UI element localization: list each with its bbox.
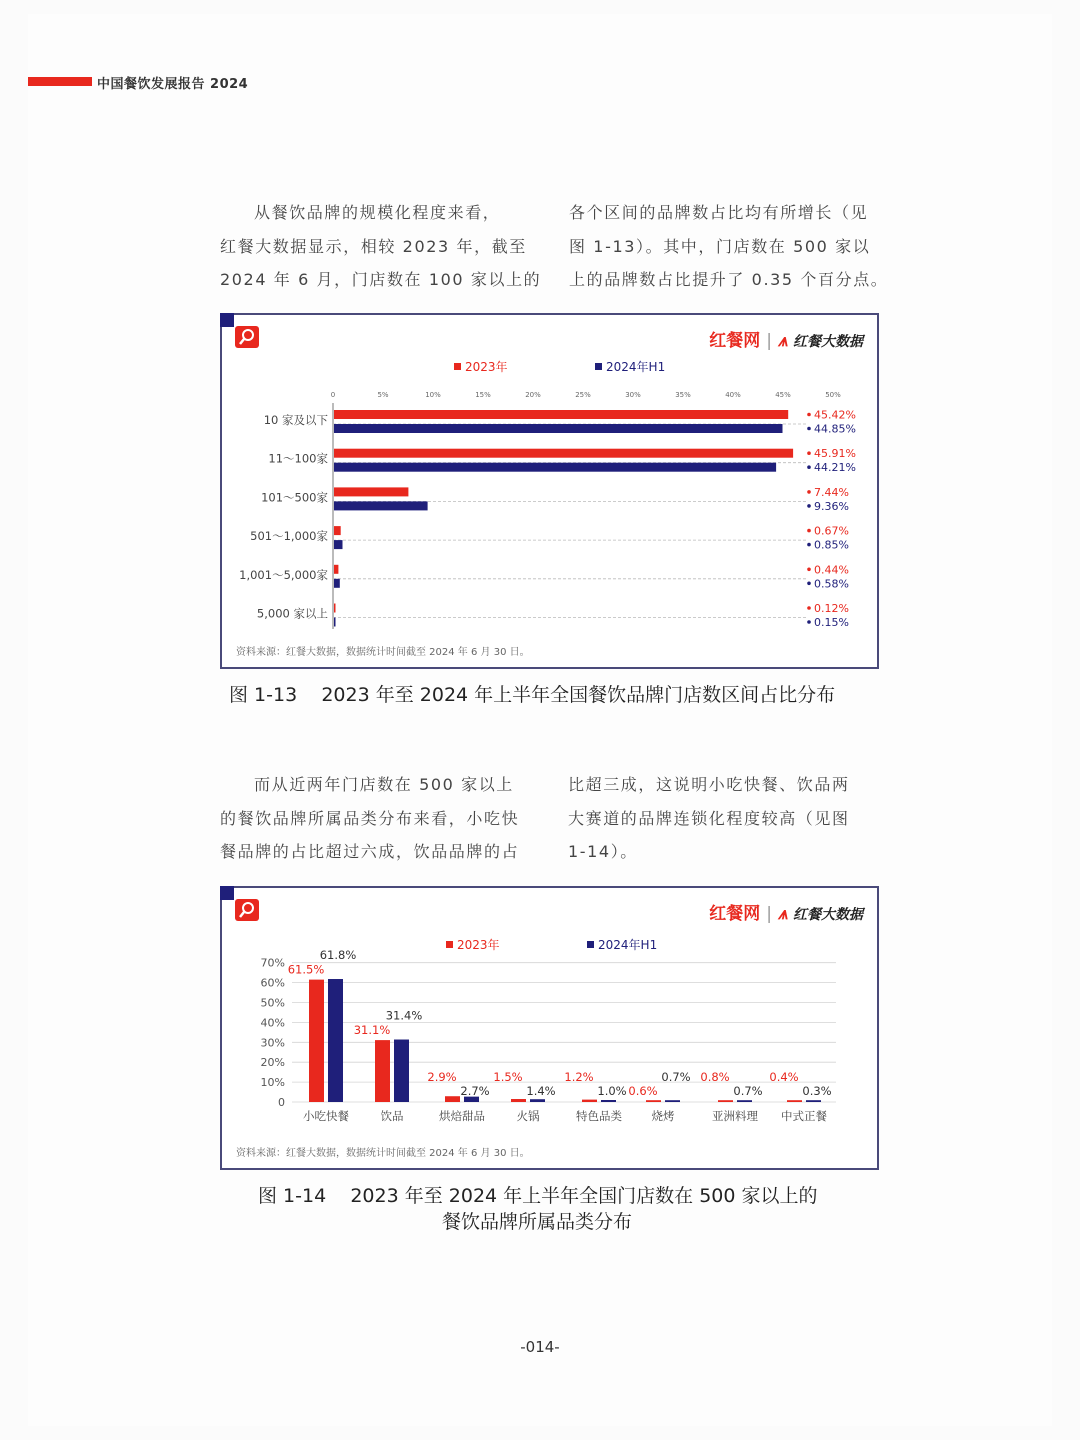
label-dot xyxy=(807,543,811,547)
text-line: 而从近两年门店数在 500 家以上 xyxy=(254,775,514,794)
value-label: 0.7% xyxy=(661,1070,691,1084)
x-tick-label: 45% xyxy=(775,391,791,399)
bar-2023 xyxy=(309,980,324,1102)
bar-2024h1 xyxy=(334,618,336,627)
text-line: 各个区间的品牌数占比均有所增长（见 xyxy=(569,203,869,222)
bar-2023 xyxy=(334,565,338,574)
brand-sub: 红餐大数据 xyxy=(793,907,863,923)
bar-2024h1 xyxy=(328,979,343,1102)
bar-2023 xyxy=(718,1100,733,1102)
figure-1-13 xyxy=(220,313,879,669)
value-label: 0.4% xyxy=(769,1070,799,1084)
chart-store-count-distribution xyxy=(222,379,873,649)
y-tick-label: 60% xyxy=(260,976,285,990)
label-dot xyxy=(807,465,811,469)
category-label: 小吃快餐 xyxy=(303,1109,349,1123)
bar-2024h1 xyxy=(334,424,783,433)
running-header: 中国餐饮发展报告 2024 xyxy=(97,77,249,92)
brand-separator: | xyxy=(766,904,772,924)
x-tick-label: 0 xyxy=(330,391,336,399)
value-label: 44.85% xyxy=(814,422,856,436)
x-tick-label: 20% xyxy=(525,391,541,399)
source-note: 资料来源：红餐大数据，数据统计时间截至 2024 年 6 月 30 日。 xyxy=(236,1148,530,1159)
figure-corner-mark xyxy=(220,886,234,900)
bar-2024h1 xyxy=(737,1100,752,1102)
bar-2023 xyxy=(334,410,788,419)
label-dot xyxy=(807,427,811,431)
y-tick-label: 70% xyxy=(260,956,285,970)
value-label: 61.5% xyxy=(287,962,325,977)
label-dot xyxy=(807,606,811,610)
label-dot xyxy=(807,582,811,586)
category-label: 饮品 xyxy=(380,1109,404,1123)
category-label: 1,001～5,000家 xyxy=(239,567,328,582)
value-label: 0.44% xyxy=(814,563,849,577)
bar-2024h1 xyxy=(530,1099,545,1102)
bar-2024h1 xyxy=(601,1100,616,1102)
bar-2023 xyxy=(445,1096,460,1102)
category-label: 5,000 家以上 xyxy=(256,606,328,621)
y-tick-label: 20% xyxy=(260,1056,285,1070)
paragraph-1-right xyxy=(569,196,888,297)
y-tick-label: 40% xyxy=(260,1016,285,1030)
label-dot xyxy=(807,620,811,624)
bar-2023 xyxy=(787,1100,802,1102)
bar-2023 xyxy=(334,487,408,496)
bar-2023 xyxy=(646,1100,661,1102)
bar-2023 xyxy=(334,604,336,613)
text-line: 餐品牌的占比超过六成，饮品品牌的占 xyxy=(220,842,520,861)
category-label: 10 家及以下 xyxy=(263,413,328,427)
y-tick-label: 10% xyxy=(260,1076,285,1090)
text-line: 1-14）。 xyxy=(568,842,638,861)
value-label: 0.67% xyxy=(814,524,849,538)
bar-2023 xyxy=(334,526,341,535)
value-label: 45.42% xyxy=(814,408,856,422)
brand-sub: 红餐大数据 xyxy=(793,334,863,350)
brand-main: 红餐网 xyxy=(709,331,761,351)
paragraph-2-left xyxy=(220,768,519,869)
x-tick-label: 40% xyxy=(725,391,741,399)
value-label: 1.2% xyxy=(564,1070,594,1084)
text-line: 大赛道的品牌连锁化程度较高（见图 xyxy=(568,808,850,828)
value-label: 2.9% xyxy=(427,1070,457,1084)
brand-mark-icon: ⩚ xyxy=(778,904,788,924)
brand-main: 红餐网 xyxy=(709,904,761,924)
x-tick-label: 50% xyxy=(825,391,841,399)
legend-2024h1 xyxy=(595,358,665,375)
value-label: 7.44% xyxy=(814,485,849,499)
text-line: 从餐饮品牌的规模化程度来看， xyxy=(254,203,501,222)
y-tick-label: 0 xyxy=(278,1096,285,1109)
y-tick-label: 30% xyxy=(260,1036,285,1050)
figure-corner-mark xyxy=(220,313,234,327)
label-dot xyxy=(807,413,811,417)
legend-label: 2023年 xyxy=(465,360,508,374)
brand-logo xyxy=(709,326,863,351)
category-label: 11～100家 xyxy=(268,451,328,466)
value-label: 1.0% xyxy=(597,1084,627,1098)
category-label: 中式正餐 xyxy=(781,1109,827,1123)
bar-2023 xyxy=(582,1100,597,1102)
label-dot xyxy=(807,490,811,494)
legend-label: 2024年H1 xyxy=(598,938,658,952)
figure-1-14 xyxy=(220,886,879,1170)
value-label: 45.91% xyxy=(814,447,856,461)
x-tick-label: 30% xyxy=(625,391,641,399)
brand-logo xyxy=(709,899,863,924)
category-label: 特色品类 xyxy=(576,1109,622,1123)
category-label: 101～500家 xyxy=(261,490,328,505)
header-accent-bar xyxy=(28,77,92,86)
bar-2024h1 xyxy=(665,1100,680,1102)
paragraph-1-left xyxy=(220,196,541,297)
category-label: 烧烤 xyxy=(651,1109,675,1123)
value-label: 0.58% xyxy=(814,577,849,591)
caption-text: 2023 年至 2024 年上半年全国餐饮品牌门店数区间占比分布 xyxy=(321,684,836,706)
category-label: 烘焙甜品 xyxy=(439,1109,485,1123)
value-label: 0.7% xyxy=(733,1084,763,1098)
value-label: 0.12% xyxy=(814,602,849,615)
figure-1-14-caption-line2: 餐饮品牌所属品类分布 xyxy=(442,1211,633,1233)
text-line: 比超三成，这说明小吃快餐、饮品两 xyxy=(568,775,850,794)
caption-number: 图 1-13 xyxy=(229,684,298,706)
magnifier-icon xyxy=(235,899,259,921)
label-dot xyxy=(807,451,811,455)
page-number: -014- xyxy=(520,1338,560,1356)
legend-label: 2024年H1 xyxy=(606,360,666,374)
label-dot xyxy=(807,529,811,533)
figure-1-14-caption xyxy=(258,1181,818,1208)
text-line: 红餐大数据显示，相较 2023 年，截至 xyxy=(220,236,527,256)
text-line: 的餐饮品牌所属品类分布来看，小吃快 xyxy=(220,808,520,828)
label-dot xyxy=(807,568,811,572)
bar-2024h1 xyxy=(334,463,776,472)
bar-2024h1 xyxy=(806,1100,821,1102)
category-label: 亚洲料理 xyxy=(712,1109,758,1123)
magnifier-icon xyxy=(235,326,259,348)
x-tick-label: 25% xyxy=(575,391,591,399)
figure-1-13-caption xyxy=(229,680,835,707)
text-line: 上的品牌数占比提升了 0.35 个百分点。 xyxy=(569,270,889,289)
value-label: 1.4% xyxy=(526,1084,556,1098)
value-label: 0.3% xyxy=(802,1084,832,1098)
brand-mark-icon: ⩚ xyxy=(778,331,788,351)
value-label: 0.15% xyxy=(814,616,849,629)
bar-2024h1 xyxy=(334,579,340,588)
legend-label: 2023年 xyxy=(457,938,500,952)
value-label: 2.7% xyxy=(460,1084,490,1098)
value-label: 0.6% xyxy=(628,1084,658,1098)
legend-2023 xyxy=(454,358,508,375)
value-label: 9.36% xyxy=(814,499,849,513)
bar-2024h1 xyxy=(394,1040,409,1102)
bar-2023 xyxy=(334,449,793,458)
x-tick-label: 35% xyxy=(675,391,691,399)
value-label: 44.21% xyxy=(814,461,856,475)
value-label: 31.1% xyxy=(353,1023,391,1038)
category-label: 火锅 xyxy=(516,1109,540,1123)
x-tick-label: 10% xyxy=(425,391,441,399)
value-label: 1.5% xyxy=(493,1070,523,1084)
value-label: 0.8% xyxy=(700,1070,730,1084)
text-line: 2024 年 6 月，门店数在 100 家以上的 xyxy=(220,270,542,289)
category-label: 501～1,000家 xyxy=(250,529,328,544)
y-tick-label: 50% xyxy=(260,996,285,1010)
label-dot xyxy=(807,504,811,508)
value-label: 0.85% xyxy=(814,538,849,552)
bar-2024h1 xyxy=(334,501,428,510)
bar-2023 xyxy=(375,1040,390,1102)
value-label: 61.8% xyxy=(319,948,357,963)
caption-number: 图 1-14 xyxy=(258,1185,327,1207)
bar-2024h1 xyxy=(334,540,343,549)
brand-separator: | xyxy=(766,331,772,351)
caption-text-line1: 2023 年至 2024 年上半年全国门店数在 500 家以上的 xyxy=(350,1185,818,1207)
x-tick-label: 5% xyxy=(377,391,389,399)
x-tick-label: 15% xyxy=(475,391,491,399)
source-note: 资料来源：红餐大数据，数据统计时间截至 2024 年 6 月 30 日。 xyxy=(236,647,530,658)
text-line: 图 1-13）。其中，门店数在 500 家以 xyxy=(569,236,871,256)
paragraph-2-right xyxy=(568,768,850,869)
value-label: 31.4% xyxy=(385,1008,423,1023)
bar-2023 xyxy=(511,1099,526,1102)
chart-category-distribution xyxy=(222,944,873,1124)
